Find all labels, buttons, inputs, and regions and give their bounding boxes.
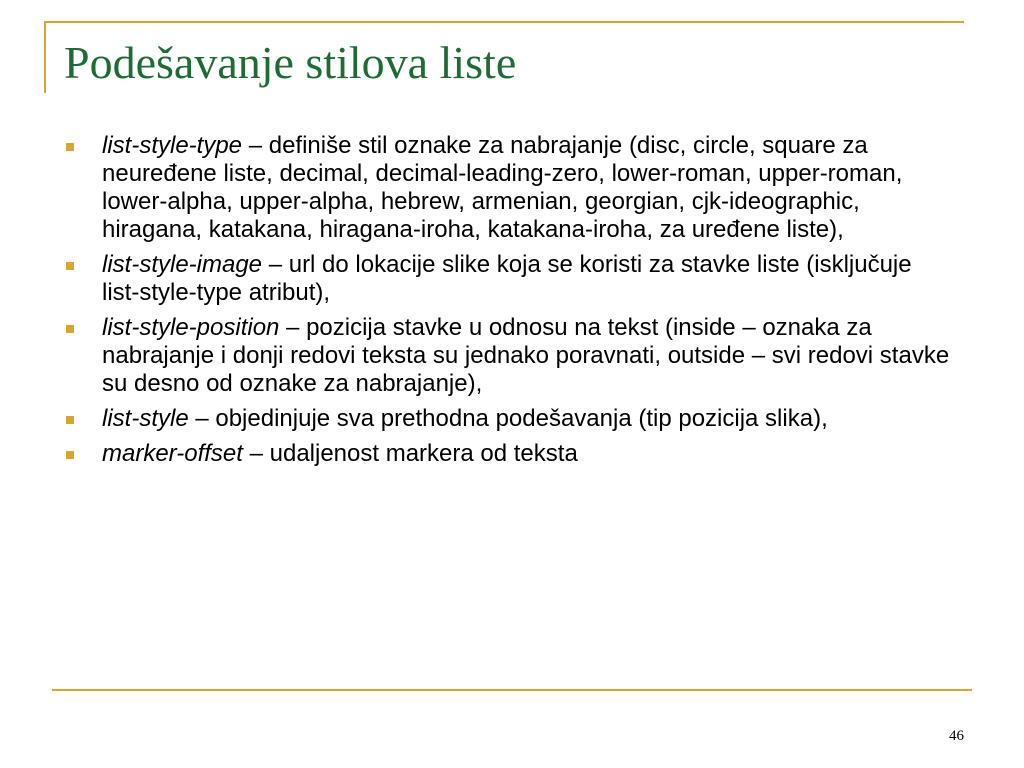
list-item-term: list-style	[102, 405, 189, 432]
list-item	[64, 132, 954, 244]
list-item	[64, 251, 954, 307]
page-number: 46	[949, 728, 964, 744]
list-item-term: marker-offset	[102, 440, 243, 467]
slide-title: Podešavanje stilova liste	[64, 37, 517, 88]
list-item-term: list-style-type	[102, 132, 243, 159]
list-item-text: – udaljenost markera od teksta	[242, 440, 578, 467]
list-item	[64, 405, 954, 433]
list-item-text: – url do lokacije slike koja se koristi za stavke liste (isključuje list-style-type atribut),	[102, 251, 912, 306]
square-bullet-icon	[66, 451, 74, 459]
list-item	[64, 314, 954, 398]
list-item-text: – definiše stil oznake za nabrajanje (disc, circle, square za neuređene liste, decimal, decimal-leading-zero, lower-roman, upper-roman, lower-alpha, upper-alpha, hebrew, armenian, georgian, cjk-ideographic, hiragana, katakana, hiragana-iroha, katakana-iroha, za uređene liste),	[102, 132, 903, 243]
list-item-text: – objedinjuje sva prethodna podešavanja (tip pozicija slika),	[188, 405, 828, 432]
frame-top-line	[44, 21, 964, 23]
list-item-text: – pozicija stavke u odnosu na tekst (inside – oznaka za nabrajanje i donji redovi teksta su jednako poravnati, outside – svi redovi stavke su desno od oznake za nabrajanje),	[102, 314, 950, 397]
list-item	[64, 440, 954, 468]
square-bullet-icon	[66, 325, 74, 333]
list-item-term: list-style-image	[102, 251, 263, 278]
bullet-list	[64, 132, 954, 475]
footer-rule	[52, 689, 972, 691]
square-bullet-icon	[66, 143, 74, 151]
square-bullet-icon	[66, 262, 74, 270]
square-bullet-icon	[66, 416, 74, 424]
list-item-term: list-style-position	[102, 314, 280, 341]
frame-left-line	[44, 21, 46, 93]
